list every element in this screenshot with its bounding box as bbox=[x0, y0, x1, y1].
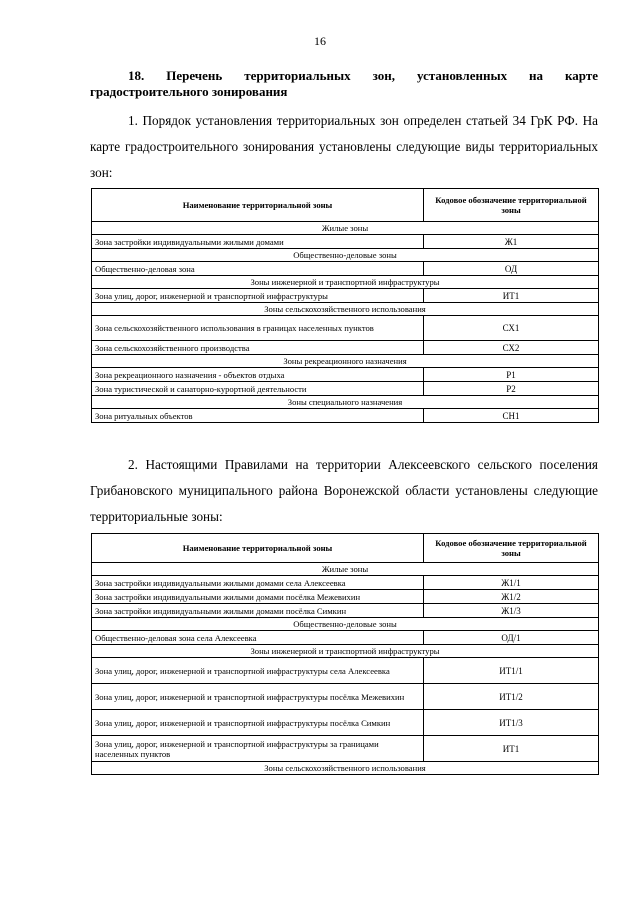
zone-name: Зона ритуальных объектов bbox=[92, 409, 424, 423]
zone-name: Зона улиц, дорог, инженерной и транспортной инфраструктуры за границами населенных пунктов bbox=[92, 736, 424, 762]
table-group-row bbox=[92, 222, 599, 235]
zone-name: Зона застройки индивидуальными жилыми домами села Алексеевка bbox=[92, 576, 424, 590]
page-number: 16 bbox=[314, 34, 326, 48]
zone-name: Общественно-деловая зона bbox=[92, 262, 424, 276]
zones-table-settlement bbox=[91, 533, 599, 775]
table-group-row bbox=[92, 276, 599, 289]
zone-name: Зона сельскохозяйственного использования в границах населенных пунктов bbox=[92, 316, 424, 341]
zone-code: Р1 bbox=[424, 368, 599, 382]
table-group-row bbox=[92, 396, 599, 409]
table-row bbox=[92, 409, 599, 423]
table-row bbox=[92, 590, 599, 604]
table-header-name: Наименование территориальной зоны bbox=[92, 534, 424, 563]
zones-table-general bbox=[91, 188, 599, 423]
paragraph-1 bbox=[90, 108, 598, 186]
zone-name: Зона улиц, дорог, инженерной и транспортной инфраструктуры посёлка Межевихин bbox=[92, 684, 424, 710]
zone-code: Р2 bbox=[424, 382, 599, 396]
zone-name: Общественно-деловая зона села Алексеевка bbox=[92, 631, 424, 645]
table-row bbox=[92, 631, 599, 645]
section-heading-text: Перечень территориальных зон, установленных на карте градостроительного зонирования bbox=[90, 68, 599, 99]
zone-code: СХ2 bbox=[424, 341, 599, 355]
table-row bbox=[92, 604, 599, 618]
table-row bbox=[92, 576, 599, 590]
table-group-row bbox=[92, 762, 599, 775]
zone-code: СН1 bbox=[424, 409, 599, 423]
table-group-row bbox=[92, 303, 599, 316]
table-row bbox=[92, 382, 599, 396]
zone-group-label: Зоны инженерной и транспортной инфраструктуры bbox=[92, 276, 599, 289]
table-group-row bbox=[92, 618, 599, 631]
zone-code: ИТ1/2 bbox=[424, 684, 599, 710]
table-header-code: Кодовое обозначение территориальной зоны bbox=[424, 189, 599, 222]
zone-group-label: Жилые зоны bbox=[92, 563, 599, 576]
table-group-row bbox=[92, 563, 599, 576]
zone-code: ОД/1 bbox=[424, 631, 599, 645]
table-row bbox=[92, 684, 599, 710]
zone-name: Зона застройки индивидуальными жилыми домами посёлка Симкин bbox=[92, 604, 424, 618]
zone-code: Ж1 bbox=[424, 235, 599, 249]
table-header-name: Наименование территориальной зоны bbox=[92, 189, 424, 222]
table-header-code: Кодовое обозначение территориальной зоны bbox=[424, 534, 599, 563]
table-row bbox=[92, 368, 599, 382]
paragraph-2-text: 2. Настоящими Правилами на территории Алексеевского сельского поселения Грибановского муниципального района Воронежской области установлены следующие территориальные зоны: bbox=[90, 457, 598, 524]
table-group-row bbox=[92, 645, 599, 658]
table-row bbox=[92, 235, 599, 249]
zone-name: Зона улиц, дорог, инженерной и транспортной инфраструктуры bbox=[92, 289, 424, 303]
table-row bbox=[92, 710, 599, 736]
zone-group-label: Зоны сельскохозяйственного использования bbox=[92, 762, 599, 775]
table-row bbox=[92, 289, 599, 303]
table-row bbox=[92, 658, 599, 684]
section-heading-number: 18. bbox=[128, 68, 145, 83]
zone-code: ИТ1/3 bbox=[424, 710, 599, 736]
zone-name: Зона сельскохозяйственного производства bbox=[92, 341, 424, 355]
zone-group-label: Жилые зоны bbox=[92, 222, 599, 235]
zone-name: Зона туристической и санаторно-курортной деятельности bbox=[92, 382, 424, 396]
table-row bbox=[92, 316, 599, 341]
zone-name: Зона улиц, дорог, инженерной и транспортной инфраструктуры посёлка Симкин bbox=[92, 710, 424, 736]
zone-name: Зона рекреационного назначения - объектов отдыха bbox=[92, 368, 424, 382]
zone-code: СХ1 bbox=[424, 316, 599, 341]
paragraph-1-text: 1. Порядок установления территориальных зон определен статьей 34 ГрК РФ. На карте градостроительного зонирования установлены следующие виды территориальных зон: bbox=[90, 113, 598, 180]
zone-code: ИТ1 bbox=[424, 736, 599, 762]
paragraph-2 bbox=[90, 452, 598, 530]
zone-group-label: Общественно-деловые зоны bbox=[92, 249, 599, 262]
zone-code: Ж1/2 bbox=[424, 590, 599, 604]
table-row bbox=[92, 341, 599, 355]
section-heading bbox=[90, 68, 598, 100]
zone-name: Зона улиц, дорог, инженерной и транспортной инфраструктуры села Алексеевка bbox=[92, 658, 424, 684]
zone-group-label: Общественно-деловые зоны bbox=[92, 618, 599, 631]
zone-group-label: Зоны специального назначения bbox=[92, 396, 599, 409]
table-row bbox=[92, 262, 599, 276]
zone-group-label: Зоны инженерной и транспортной инфраструктуры bbox=[92, 645, 599, 658]
table-group-row bbox=[92, 355, 599, 368]
zone-group-label: Зоны рекреационного назначения bbox=[92, 355, 599, 368]
zone-group-label: Зоны сельскохозяйственного использования bbox=[92, 303, 599, 316]
zone-code: ИТ1/1 bbox=[424, 658, 599, 684]
zone-name: Зона застройки индивидуальными жилыми домами посёлка Межевихин bbox=[92, 590, 424, 604]
table-group-row bbox=[92, 249, 599, 262]
zone-code: ИТ1 bbox=[424, 289, 599, 303]
table-row bbox=[92, 736, 599, 762]
zone-code: Ж1/1 bbox=[424, 576, 599, 590]
zone-code: Ж1/3 bbox=[424, 604, 599, 618]
zone-code: ОД bbox=[424, 262, 599, 276]
zone-name: Зона застройки индивидуальными жилыми домами bbox=[92, 235, 424, 249]
